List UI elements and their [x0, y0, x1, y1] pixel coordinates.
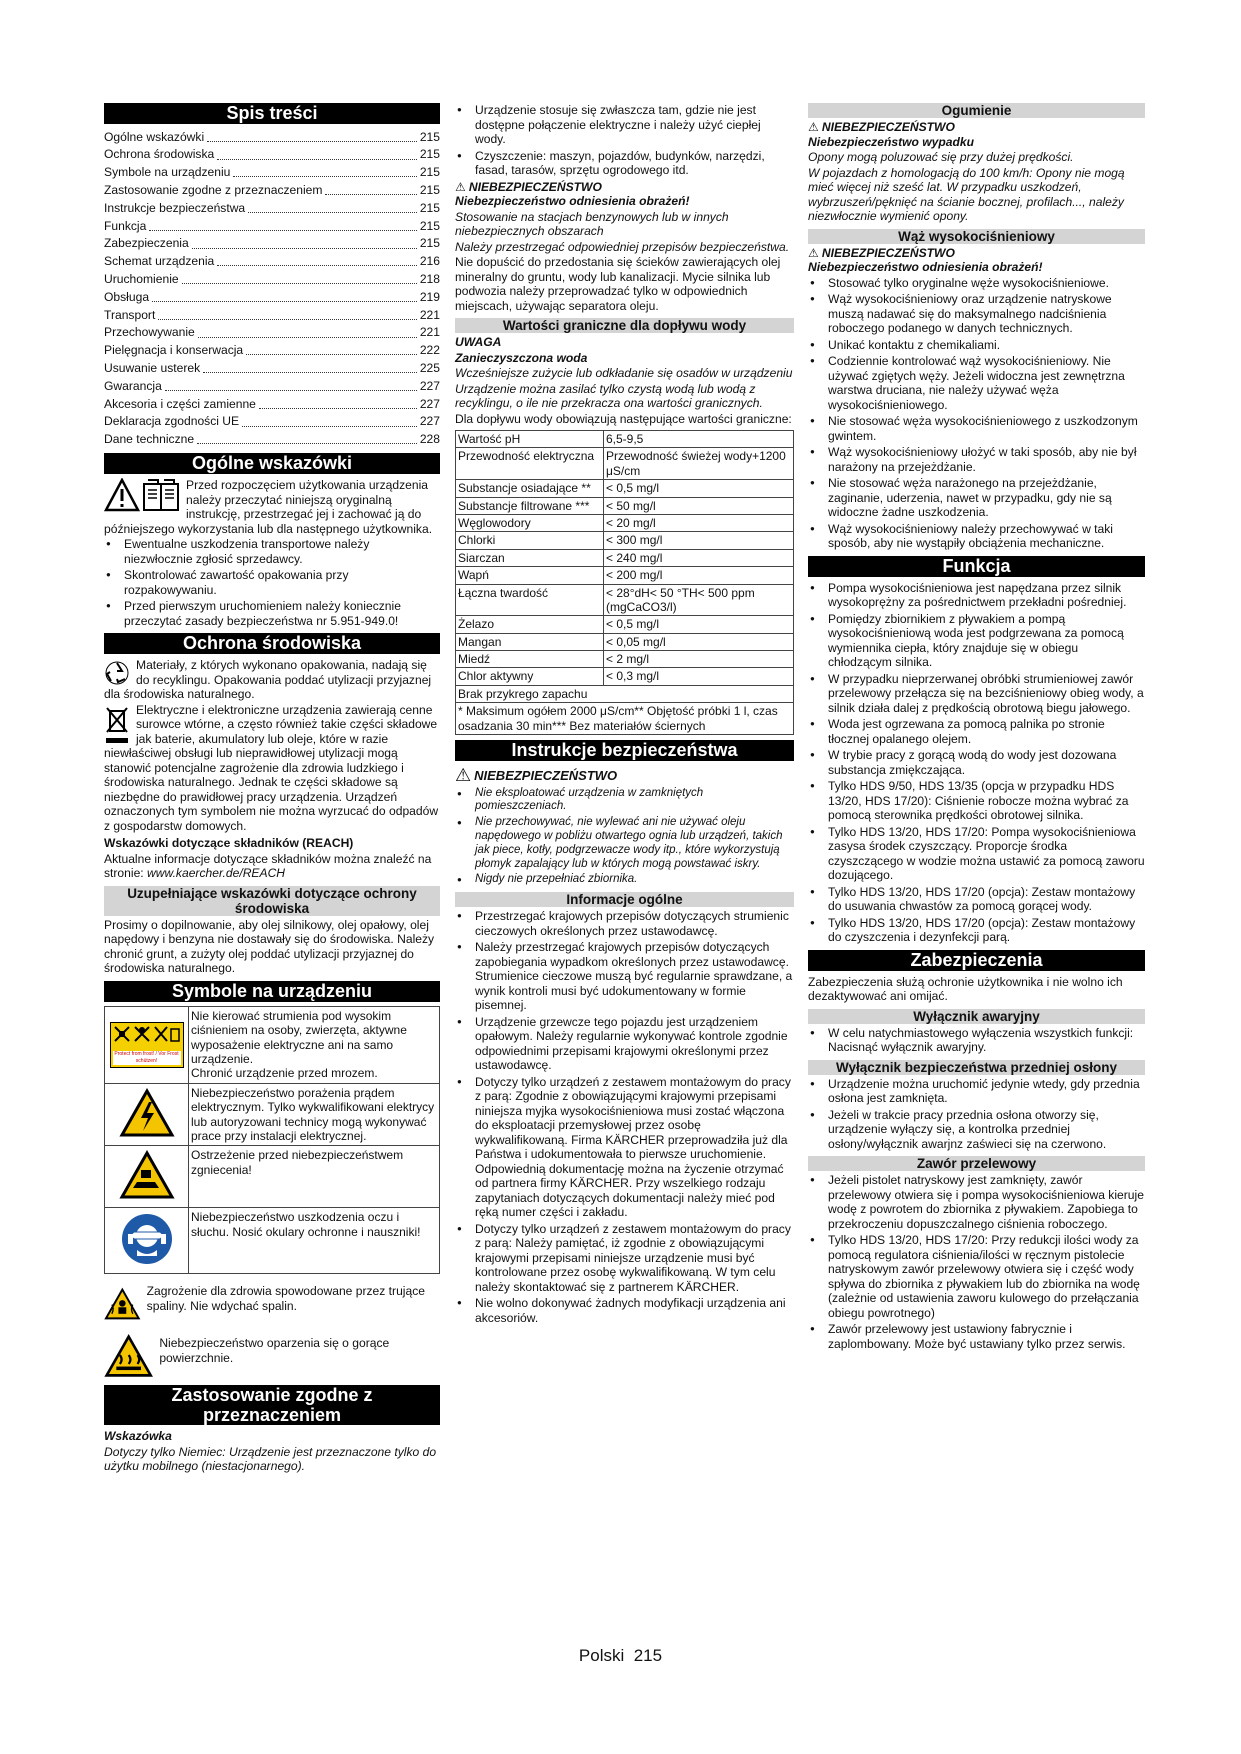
symbol-extra: Niebezpieczeństwo oparzenia się o gorące powierzchnie. — [104, 1332, 440, 1380]
table-row — [456, 633, 794, 650]
toc-entry[interactable] — [104, 270, 440, 288]
list-item: ● Wąż wysokociśnieniowy ułożyć w taki sposób, aby nie był narażony na przejeżdżanie. — [808, 445, 1145, 474]
intended-note: Dotyczy tylko Niemiec: Urządzenie jest przeznaczone tylko do użytku mobilnego (niestacjonarnego). — [104, 1444, 437, 1474]
list-item: ● Wąż wysokociśnieniowy oraz urządzenie natryskowe muszą nadawać się do maksymalnego nadciśnienia roboczego podanego w danych technicznych. — [808, 292, 1145, 336]
warning-triangle-icon: ⚠ — [455, 765, 472, 786]
toc-entry[interactable] — [104, 235, 440, 253]
table-cell: < 0,05 mg/l — [604, 633, 794, 650]
toc-entry[interactable] — [104, 395, 440, 413]
toc-entry-page: 215 — [419, 147, 440, 162]
table-of-contents — [104, 128, 440, 448]
toc-entry-page: 228 — [419, 432, 440, 447]
table-cell: < 0,5 mg/l — [604, 616, 794, 633]
intended-title: Zastosowanie zgodne z przeznaczeniem — [104, 1385, 440, 1425]
list-item: ● Czyszczenie: maszyn, pojazdów, budynków, narzędzi, fasad, tarasów, sprzętu ogrodowego itd. — [455, 149, 794, 178]
toc-entry-label: Dane techniczne — [104, 432, 195, 447]
high-pressure-icon: Protect from frost! / Vor Frost schützen! — [105, 1006, 189, 1083]
toc-entry[interactable] — [104, 253, 440, 271]
toc-entry-label: Uruchomienie — [104, 272, 179, 287]
list-item: ● Tylko HDS 13/20, HDS 17/20: Pompa wysokociśnieniowa zasysa środek czyszczący. Proporcje środka czyszczącego w wodzie można ustawić za pomocą zaworu dozującego. — [808, 825, 1145, 883]
column-middle: ● Urządzenie stosuje się zwłaszcza tam, gdzie nie jest dostępne połączenie elektryczne i należy użyć ciepłej wody. ● Czyszczenie: maszyn, pojazdów, budynków, narzędzi, fasad, tarasów, sprzętu ogrodowego itd. ⚠ NIEBEZPIECZEŃSTWO Niebezpieczeństwo odniesienia obrażeń! Stosowanie na stacjach benzynowych lub w innych niebezpiecznych obszarach Należy przestrzegać odpowiedniej przepisów bezpieczeństwa. Nie dopuścić do przedostania się ścieków zawierających olej mineralny do gruntu, wody lub kanalizacji. Mycie silnika lub podwozia należy przeprowadzać tylko w odpowiednich miejscach, używając separatora oleju. Wartości graniczne dla dopływu wody UWAGA Zanieczyszczona woda Wcześniejsze zużycie lub odkładanie się osadów w urządzeniu Urządzenie można zasilać tylko czystą wodą lub wodą z recyklingu, o ile nie przekracza ona wartości granicznych. Dla dopływu wody obowiązują następujące wartości graniczne: Wartość pH 6,5-9,5 Przewodność elektryczna Przewodność świeżej wody+1200 μS/cm Substancje osiadające ** < 0,5 mg/l Substancje filtrowane *** < 50 mg/l Węglowodory < 20 mg/l Chlorki < 300 mg/l Siarczan < 240 mg/l Wapń < 200 mg/l Łączna twardość < 28°dH< 50 °TH< 500 ppm (mgCaCO3/l) Żelazo < 0,5 mg/l Mangan < 0,05 mg/l Miedź < 2 mg/l Chlor aktywny < 0,3 mg/l Brak przykrego zapachu * Maksimum ogółem 2000 μS/cm** Objętość próbki 1 l, czas osadzania 30 min*** Bez materiałów ściernych Instrukcje bezpieczeństwa ⚠ NIEBEZPIECZEŃSTWO ● Nie eksploatować urządzenia w zamkniętych pomieszczeniach. ● Nie przechowywać, nie wylewać ani nie używać oleju napędowego w pobliżu otwartego ognia lub urządzeń, takich jak piece, kotły, podgrzewacze wody itp., które wykorzystują płomyk zapalający lub w których mogą powstawać iskry. ● Nigdy nie przepełniać zbiornika. Informacje ogólne ● Przestrzegać krajowych przepisów dotyczących strumienic cieczowych określonych przez ustawodawcę. ● Należy przestrzegać krajowych przepisów dotyczących zapobiegania wypadkom określonych przez ustawodawcę. Strumienice cieczowe muszą być regularnie sprawdzane, a wynik kontroli musi być udokumentowany w formie pisemnej. ● Urządzenie grzewcze tego pojazdu jest urządzeniem opałowym. Należy regularnie wykonywać kontrole zgodnie odpowiednimi przepisami krajowymi określonymi przez ustawodawcę. ● Dotyczy tylko urządzeń z zestawem montażowym do pracy z parą: Zgodnie z obowiązującymi krajowymi przepisami niniejsza myjka wysokociśnieniowa musi zostać włączona do eksploatacji przemysłowej przez osobę wykwalifikowaną. Firma KÄRCHER przeprowadziła już dla Państwa i udokumentowała to pierwsze uruchomienie. Odpowiednią dokumentację można na życzenie otrzymać od partnera firmy KÄRCHER. Przy wszelkiego rodzaju zapytaniach dotyczących dokumentacji należy mieć pod ręką numer części i zakładu. ● Dotyczy tylko urządzeń z zestawem montażowym do pracy z parą: Należy pamiętać, iż zgodnie z obowiązującymi krajowymi przepisami niniejsze urządzenie musi być kontrolowane przez osobę wykwalifikowaną. W tym celu należy skontaktować się z partnerem KÄRCHER. ● Nie wolno dokonywać żadnych modyfikacji urządzenia ani akcesoriów. — [455, 103, 794, 1327]
cover-title: Wyłącznik bezpieczeństwa przedniej osłony — [808, 1060, 1145, 1075]
toc-entry[interactable] — [104, 377, 440, 395]
toc-entry[interactable] — [104, 146, 440, 164]
toc-entry-page: 215 — [419, 183, 440, 198]
hose-bullets — [808, 276, 1145, 551]
list-item: ● Stosować tylko oryginalne węże wysokociśnieniowe. — [808, 276, 1145, 291]
list-item: ● Ewentualne uszkodzenia transportowe należy niezwłocznie zgłosić sprzedawcy. — [104, 537, 440, 566]
table-cell: < 0,3 mg/l — [604, 668, 794, 685]
page-footer: Polski 215 — [578, 1646, 663, 1665]
intended-note-title: Wskazówka — [104, 1429, 172, 1444]
table-cell: Chlorki — [456, 532, 604, 549]
symbol-row: Protect from frost! / Vor Frost schützen! Nie kierować strumienia pod wysokim ciśnieniem na osoby, zwierzęta, aktywne wyposażenie elektryczne ani na samo urządzenie. Chronić urządzenie przed mrozem. — [105, 1006, 440, 1083]
table-cell: Substancje osiadające ** — [456, 480, 604, 497]
env-sup-text: Prosimy o dopilnowanie, aby olej silnikowy, olej opałowy, olej napędowy i benzyna nie dostawały się do środowiska. Należy chronić grunt, a zużyty olej poddać utylizacji przyjaznej do środowiska naturalnego. — [104, 917, 435, 976]
danger-label: ⚠ NIEBEZPIECZEŃSTWO — [455, 765, 618, 786]
general-title: Ogólne wskazówki — [104, 453, 440, 474]
cover-bullets — [808, 1077, 1145, 1152]
table-cell: < 28°dH< 50 °TH< 500 ppm (mgCaCO3/l) — [604, 584, 794, 616]
electric-shock-icon — [105, 1083, 189, 1146]
toc-title: Spis treści — [104, 103, 440, 124]
symbols-table — [104, 1006, 440, 1275]
warning-triangle-icon: ⚠ — [808, 245, 819, 260]
toc-entry[interactable] — [104, 217, 440, 235]
general-info-title: Informacje ogólne — [455, 892, 794, 907]
table-cell: < 0,5 mg/l — [604, 480, 794, 497]
hot-surface-icon — [104, 1332, 153, 1380]
list-item: ● Nigdy nie przepełniać zbiornika. — [455, 873, 794, 887]
danger-label: ⚠ NIEBEZPIECZEŃSTWO — [455, 179, 602, 194]
general-intro-block — [104, 478, 440, 536]
table-cell: Przewodność świeżej wody+1200 μS/cm — [604, 448, 794, 480]
table-cell: < 50 mg/l — [604, 497, 794, 514]
table-cell: 6,5-9,5 — [604, 431, 794, 448]
weee-bin-icon — [104, 705, 130, 745]
toc-entry-page: 225 — [419, 361, 440, 375]
table-cell: Żelazo — [456, 616, 604, 633]
toc-entry-label: Transport — [104, 307, 156, 322]
toc-entry[interactable] — [104, 431, 440, 449]
toc-entry[interactable] — [104, 288, 440, 306]
toc-entry-page: 222 — [419, 343, 440, 358]
list-item: ● Urządzenie stosuje się zwłaszcza tam, gdzie nie jest dostępne połączenie elektryczne i należy użyć ciepłej wody. — [455, 103, 794, 147]
valve-bullets — [808, 1173, 1145, 1351]
protect-title: Zabezpieczenia — [808, 950, 1145, 971]
table-row — [456, 584, 794, 616]
reach-link[interactable]: www.kaercher.de/REACH — [147, 866, 286, 881]
toc-entry-page: 227 — [419, 378, 440, 393]
symbol-row: Niebezpieczeństwo porażenia prądem elektrycznym. Tylko wykwalifikowani elektrycy lub autoryzowani technicy mogą wykonywać prace przy instalacji elektrycznej. — [105, 1083, 440, 1146]
toc-entry-label: Przechowywanie — [104, 325, 195, 340]
table-row — [456, 514, 794, 531]
table-cell: < 240 mg/l — [604, 549, 794, 566]
injury-hand-icon — [105, 1146, 189, 1208]
toc-entry-label: Funkcja — [104, 218, 147, 233]
list-item: ● Dotyczy tylko urządzeń z zestawem montażowym do pracy z parą: Zgodnie z obowiązującymi krajowymi przepisami niniejsza myjka wysokociśnieniowa musi zostać włączona do eksploatacji przemysłowej przez osobę wykwalifikowaną. Firma KÄRCHER przeprowadziła już dla Państwa i udokumentowała to pierwsze uruchomienie. Odpowiednią dokumentację można na życzenie otrzymać od partnera firmy KÄRCHER. Przy wszelkiego rodzaju zapytaniach dotyczących dokumentacji należy mieć pod ręką numer części i zakładu. — [455, 1075, 794, 1220]
table-row — [456, 668, 794, 685]
toc-entry-page: 227 — [419, 396, 440, 411]
toc-entry-page: 215 — [419, 218, 440, 233]
table-cell: Wapń — [456, 567, 604, 584]
toc-entry-label: Symbole na urządzeniu — [104, 165, 231, 180]
toc-entry[interactable] — [104, 199, 440, 217]
toc-entry-page: 216 — [419, 254, 440, 269]
goggles-icon — [105, 1208, 189, 1274]
table-cell: < 2 mg/l — [604, 651, 794, 668]
toc-entry[interactable] — [104, 306, 440, 324]
reach-title: Wskazówki dotyczące składników (REACH) — [104, 836, 354, 851]
table-cell: Węglowodory — [456, 514, 604, 531]
limits-title: Wartości graniczne dla dopływu wody — [455, 318, 794, 333]
estop-title: Wyłącznik awaryjny — [808, 1009, 1145, 1024]
list-item: ● Tylko HDS 9/50, HDS 13/35 (opcja w przypadku HDS 13/20, HDS 17/20): Ciśnienie robocze można wybrać za pomocą sterownika prędkości obrotowej silnika. — [808, 779, 1145, 823]
table-cell: Miedź — [456, 651, 604, 668]
table-row — [456, 616, 794, 633]
toc-entry-page: 221 — [419, 325, 440, 340]
list-item: ● Wąż wysokociśnieniowy należy przechowywać w taki sposób, aby nie wystąpiły obciążenia mechaniczne. — [808, 522, 1145, 551]
toc-entry[interactable] — [104, 164, 440, 182]
general-intro: Przed rozpoczęciem użytkowania urządzenia należy przeczytać niniejszą oryginalną instrukcję, przestrzegać jej i zachować ją do późniejszego wykorzystania lub dla następnego użytkownika. — [104, 478, 433, 536]
table-cell: < 300 mg/l — [604, 532, 794, 549]
toc-entry-label: Obsługa — [104, 289, 150, 304]
warning-triangle-icon: ⚠ — [808, 120, 819, 134]
list-item: ● Pompa wysokociśnieniowa jest napędzana przez silnik wysokoprężny za pośrednictwem przekładni pośredniej. — [808, 581, 1145, 610]
toc-entry-page: 215 — [419, 165, 440, 180]
toc-entry-label: Gwarancja — [104, 378, 162, 393]
toc-entry-label: Zabezpieczenia — [104, 236, 189, 251]
list-item: ● Skontrolować zawartość opakowania przy rozpakowywaniu. — [104, 568, 440, 597]
table-cell: < 200 mg/l — [604, 567, 794, 584]
list-item: ● Nie stosować węża wysokociśnieniowego z uszkodzonym gwintem. — [808, 414, 1145, 443]
toc-entry-label: Usuwanie usterek — [104, 361, 201, 375]
list-item: ● Pomiędzy zbiornikiem z pływakiem a pompą wysokociśnieniową woda jest podgrzewana za pomocą wymiennika ciepła, który znajduje się w obiegu chłodzącym silnika. — [808, 612, 1145, 670]
toc-entry-page: 227 — [419, 414, 440, 429]
table-row — [456, 431, 794, 448]
list-item: ● Woda jest ogrzewana za pomocą palnika po stronie tłocznej opalanego olejem. — [808, 717, 1145, 746]
list-item: ● Zawór przelewowy jest ustawiony fabrycznie i zaplombowany. Może być ustawiany tylko przez serwis. — [808, 1322, 1145, 1351]
toc-entry-page: 219 — [419, 289, 440, 304]
warning-triangle-icon: ⚠ — [455, 179, 466, 194]
toc-entry-page: 218 — [419, 272, 440, 287]
recycle-icon — [104, 660, 130, 686]
reach-text: Aktualne informacje dotyczące składników można znaleźć na stronie: www.kaercher.de/REACH — [104, 851, 432, 881]
symbol-row: Niebezpieczeństwo uszkodzenia oczu i słuchu. Nosić okulary ochronne i nauszniki! — [105, 1208, 440, 1274]
toc-entry-label: Ochrona środowiska — [104, 147, 215, 162]
list-item: ● Tylko HDS 13/20, HDS 17/20 (opcja): Zestaw montażowy do usuwania chwastów za pomocą gorącej wody. — [808, 885, 1145, 914]
list-item: ● Tylko HDS 13/20, HDS 17/20: Przy redukcji ilości wody za pomocą regulatora ciśnienia/ilości w ręcznym pistolecie natryskowym zawór przelewowy otwiera się i część wody spływa do zbiornika z pływakiem lub do zbiornika na wodę (zależnie od ustawienia zaworu kulowego do przełączania obiegu powrotnego) — [808, 1233, 1145, 1320]
table-cell: Łączna twardość — [456, 584, 604, 616]
toc-entry[interactable] — [104, 181, 440, 199]
toc-entry-label: Schemat urządzenia — [104, 254, 215, 269]
page-number: 215 — [633, 1646, 663, 1665]
list-item: ● Nie stosować węża narażonego na przejeżdżanie, zaginanie, uderzenia, nawet w przypadku, gdy nie są widoczne żadne uszkodzenia. — [808, 476, 1145, 520]
toc-entry[interactable] — [104, 324, 440, 342]
table-cell: Mangan — [456, 633, 604, 650]
list-item: ● Nie eksploatować urządzenia w zamkniętych pomieszczeniach. — [455, 787, 794, 815]
toc-entry-label: Zastosowanie zgodne z przeznaczeniem — [104, 183, 323, 198]
list-item: ● W przypadku nieprzerwanej obróbki strumieniowej zawór przelewowy przełącza się na bezciśnieniowy obieg wody, a silnik działa dalej z prędkością obrotową biegu jałowego. — [808, 672, 1145, 716]
env-p2: Elektryczne i elektroniczne urządzenia zawierają cenne surowce wtórne, a często również takie części składowe jak baterie, akumulatory lub oleje, które w razie niewłaściwej obsługi lub nieprawidłowej utylizacji mogą stanowić potencjalne zagrożenie dla zdrowia ludzkiego i środowiska naturalnego. Jednak te części składowe są niezbędne do prawidłowej pracy urządzenia. Urządzeń oznaczonych tym symbolem nie można wyrzucać do odpadów z gospodarstw domowych. — [104, 702, 439, 833]
list-item: ● Urządzenie grzewcze tego pojazdu jest urządzeniem opałowym. Należy regularnie wykonywać kontrole zgodnie odpowiednimi przepisami krajowymi określonymi przez ustawodawcę. — [455, 1015, 794, 1073]
column-right: Ogumienie ⚠ NIEBEZPIECZEŃSTWO Niebezpieczeństwo wypadku Opony mogą poluzować się przy dużej prędkości. W pojazdach z homologacją do 100 km/h: Opony nie mogą mieć więcej niż sześć lat. W przypadku uszkodzeń, wybrzuszeń/pęknięć na ścianie bocznej, profilach..., należy niezwłocznie wymienić opony. Wąż wysokociśnieniowy ⚠ NIEBEZPIECZEŃSTWO Niebezpieczeństwo odniesienia obrażeń! ● Stosować tylko oryginalne węże wysokociśnieniowe. ● Wąż wysokociśnieniowy oraz urządzenie natryskowe muszą nadawać się do maksymalnego nadciśnienia roboczego podanego w danych technicznych. ● Unikać kontaktu z chemikaliami. ● Codziennie kontrolować wąż wysokociśnieniowy. Nie używać zgiętych węży. Jeżeli widoczna jest zewnętrzna warstwa druciana, nie należy używać węża wysokociśnieniowego. ● Nie stosować węża wysokociśnieniowego z uszkodzonym gwintem. ● Wąż wysokociśnieniowy ułożyć w taki sposób, aby nie był narażony na przejeżdżanie. ● Nie stosować węża narażonego na przejeżdżanie, zaginanie, uderzenia, nawet w przypadku, gdy nie są widoczne żadne uszkodzenia. ● Wąż wysokociśnieniowy należy przechowywać w taki sposób, aby nie wystąpiły obciążenia mechaniczne. Funkcja ● Pompa wysokociśnieniowa jest napędzana przez silnik wysokoprężny za pośrednictwem przekładni pośredniej. ● Pomiędzy zbiornikiem z pływakiem a pompą wysokociśnieniową woda jest podgrzewana za pomocą wymiennika ciepła, który znajduje się w obiegu chłodzącym silnika. ● W przypadku nieprzerwanej obróbki strumieniowej zawór przelewowy przełącza się na bezciśnieniowy obieg wody, a silnik działa dalej z prędkością obrotową biegu jałowego. ● Woda jest ogrzewana za pomocą palnika po stronie tłocznej opalanego olejem. ● W trybie pracy z gorącą wodą do wody jest dozowana substancja zmiękczająca. ● Tylko HDS 9/50, HDS 13/35 (opcja w przypadku HDS 13/20, HDS 17/20): Ciśnienie robocze można wybrać za pomocą sterownika prędkości obrotowej silnika. ● Tylko HDS 13/20, HDS 17/20: Pompa wysokociśnieniowa zasysa środek czyszczący. Proporcje środka czyszczącego w wodzie można ustawić za pomocą zaworu dozującego. ● Tylko HDS 13/20, HDS 17/20 (opcja): Zestaw montażowy do usuwania chwastów za pomocą gorącej wody. ● Tylko HDS 13/20, HDS 17/20 (opcja): Zestaw montażowy do czyszczenia i dezynfekcji parą. Zabezpieczenia Zabezpieczenia służą ochronie użytkownika i nie wolno ich dezaktywować ani omijać. Wyłącznik awaryjny ● W celu natychmiastowego wyłączenia wszystkich funkcji: Nacisnąć wyłącznik awaryjny. Wyłącznik bezpieczeństwa przedniej osłony ● Urządzenie można uruchomić jedynie wtedy, gdy przednia osłona jest zamknięta. ● Jeżeli w trakcie pracy przednia osłona otworzy się, urządzenie wyłączy się, a kontrolka przedniej osłony/wyłącznik awarjnz zaświeci się na czerwono. Zawór przelewowy ● Jeżeli pistolet natryskowy jest zamknięty, zawór przelewowy otwiera się i pompa wysokociśnieniowa kieruje wodę z powrotem do zbiornika z pływakiem. Zapobiega to przekroczeniu dopuszczalnego ciśnienia roboczego. ● Tylko HDS 13/20, HDS 17/20: Przy redukcji ilości wody za pomocą regulatora ciśnienia/ilości w ręcznym pistolecie natryskowym zawór przelewowy otwiera się i część wody spływa do zbiornika z pływakiem lub do zbiornika na wodę (zależnie od ustawienia zaworu kulowego do przełączania obiegu powrotnego) ● Zawór przelewowy jest ustawiony fabrycznie i zaplombowany. Może być ustawiany tylko przez serwis. — [808, 103, 1145, 1353]
toc-entry-label: Ogólne wskazówki — [104, 129, 205, 144]
table-cell: Siarczan — [456, 549, 604, 566]
toxic-fumes-icon — [104, 1280, 141, 1328]
table-row — [456, 497, 794, 514]
function-bullets — [808, 581, 1145, 945]
function-title: Funkcja — [808, 556, 1145, 577]
env-sup-title: Uzupełniające wskazówki dotyczące ochrony środowiska — [104, 886, 440, 916]
list-item: ● W trybie pracy z gorącą wodą do wody jest dozowana substancja zmiękczająca. — [808, 748, 1145, 777]
safety-title: Instrukcje bezpieczeństwa — [455, 740, 794, 761]
toc-entry-page: 215 — [419, 236, 440, 251]
list-item: ● Codziennie kontrolować wąż wysokociśnieniowy. Nie używać zgiętych węży. Jeżeli widoczna jest zewnętrzna warstwa druciana, nie należy używać węża wysokociśnieniowego. — [808, 354, 1145, 412]
danger-label: ⚠ NIEBEZPIECZEŃSTWO — [808, 245, 955, 260]
limits-table: Wartość pH 6,5-9,5 Przewodność elektryczna Przewodność świeżej wody+1200 μS/cm Substancje osiadające ** < 0,5 mg/l Substancje filtrowane *** < 50 mg/l Węglowodory < 20 mg/l Chlorki < 300 mg/l Siarczan < 240 mg/l Wapń < 200 mg/l Łączna twardość < 28°dH< 50 °TH< 500 ppm (mgCaCO3/l) Żelazo < 0,5 mg/l Mangan < 0,05 mg/l Miedź < 2 mg/l Chlor aktywny < 0,3 mg/l Brak przykrego zapachu * Maksimum ogółem 2000 μS/cm** Objętość próbki 1 l, czas osadzania 30 min*** Bez materiałów ściernych — [455, 430, 794, 735]
table-cell: Przewodność elektryczna — [456, 448, 604, 480]
read-manual-icon — [104, 478, 180, 512]
column-left — [104, 103, 440, 1475]
table-row — [456, 567, 794, 584]
intended-bullets — [455, 103, 794, 178]
table-row — [456, 448, 794, 480]
table-cell: Chlor aktywny — [456, 668, 604, 685]
table-row — [456, 651, 794, 668]
list-item: ● Nie wolno dokonywać żadnych modyfikacji urządzenia ani akcesoriów. — [455, 1296, 794, 1325]
tires-title: Ogumienie — [808, 103, 1145, 118]
toc-entry[interactable] — [104, 128, 440, 146]
danger-label: ⚠ NIEBEZPIECZEŃSTWO — [808, 120, 955, 134]
list-item: ● Przed pierwszym uruchomieniem należy koniecznie przeczytać zasady bezpieczeństwa nr 5.951-949.0! — [104, 599, 440, 628]
table-row — [456, 480, 794, 497]
general-bullets — [104, 537, 440, 628]
list-item: ● Jeżeli pistolet natryskowy jest zamknięty, zawór przelewowy otwiera się i pompa wysokociśnieniowa kieruje wodę z powrotem do zbiornika z pływakiem. Zapobiega to przekroczeniu dopuszczalnego ciśnienia roboczego. — [808, 1173, 1145, 1231]
toc-entry-label: Pielęgnacja i konserwacja — [104, 343, 244, 358]
env-title: Ochrona środowiska — [104, 633, 440, 654]
toc-entry-page: 215 — [419, 129, 440, 144]
list-item: ● Urządzenie można uruchomić jedynie wtedy, gdy przednia osłona jest zamknięta. — [808, 1077, 1145, 1106]
toc-entry[interactable] — [104, 413, 440, 431]
valve-title: Zawór przelewowy — [808, 1156, 1145, 1171]
table-row — [456, 549, 794, 566]
table-cell: Wartość pH — [456, 431, 604, 448]
toc-entry-label: Instrukcje bezpieczeństwa — [104, 200, 246, 215]
hose-title: Wąż wysokociśnieniowy — [808, 229, 1145, 244]
toc-entry-label: Akcesoria i części zamienne — [104, 396, 256, 411]
list-item: ● Należy przestrzegać krajowych przepisów dotyczących zapobiegania wypadkom określonych przez ustawodawcę. Strumienice cieczowe muszą być regularnie sprawdzane, a wynik kontroli musi być udokumentowany w formie pisemnej. — [455, 940, 794, 1013]
list-item: ● Tylko HDS 13/20, HDS 17/20 (opcja): Zestaw montażowy do czyszczenia i dezynfekcji parą. — [808, 916, 1145, 945]
symbol-row: Ostrzeżenie przed niebezpieczeństwem zgniecenia! — [105, 1146, 440, 1208]
symbols-title: Symbole na urządzeniu — [104, 981, 440, 1002]
safety-bullets — [455, 787, 794, 888]
list-item: ● W celu natychmiastowego wyłączenia wszystkich funkcji: Nacisnąć wyłącznik awaryjny. — [808, 1026, 1145, 1055]
toc-entry-page: 221 — [419, 307, 440, 322]
list-item: ● Dotyczy tylko urządzeń z zestawem montażowym do pracy z parą: Należy pamiętać, iż zgodnie z obowiązującymi krajowymi przepisami niniejsze urządzenie musi być kontrolowane przez osobę wykwalifikowaną. W tym celu należy skontaktować się z partnerem KÄRCHER. — [455, 1222, 794, 1295]
list-item: ● Unikać kontaktu z chemikaliami. — [808, 338, 1145, 353]
env-p1: Materiały, z których wykonano opakowania, nadają się do recyklingu. Opakowania poddać utylizacji przyjaznej dla środowiska naturalnego. — [104, 658, 432, 702]
table-cell: Substancje filtrowane *** — [456, 497, 604, 514]
toc-entry-label: Deklaracja zgodności UE — [104, 414, 240, 429]
table-cell: < 20 mg/l — [604, 514, 794, 531]
table-row — [456, 532, 794, 549]
toc-entry-page: 215 — [419, 200, 440, 215]
toc-entry[interactable] — [104, 359, 440, 377]
list-item: ● Jeżeli w trakcie pracy przednia osłona otworzy się, urządzenie wyłączy się, a kontrolka przedniej osłony/wyłącznik awarjnz zaświeci się na czerwono. — [808, 1108, 1145, 1152]
estop-bullets — [808, 1026, 1145, 1055]
list-item: ● Przestrzegać krajowych przepisów dotyczących strumienic cieczowych określonych przez ustawodawcę. — [455, 909, 794, 938]
symbol-extra: Zagrożenie dla zdrowia spowodowane przez trujące spaliny. Nie wdychać spalin. — [104, 1280, 440, 1328]
list-item: ● Nie przechowywać, nie wylewać ani nie używać oleju napędowego w pobliżu otwartego ognia lub urządzeń, takich jak piece, kotły, podgrzewacze wody itp., które wykorzystują płomyk zapalający lub w których mogą powstawać iskry. — [455, 816, 794, 871]
general-info-bullets — [455, 909, 794, 1325]
toc-entry[interactable] — [104, 342, 440, 360]
